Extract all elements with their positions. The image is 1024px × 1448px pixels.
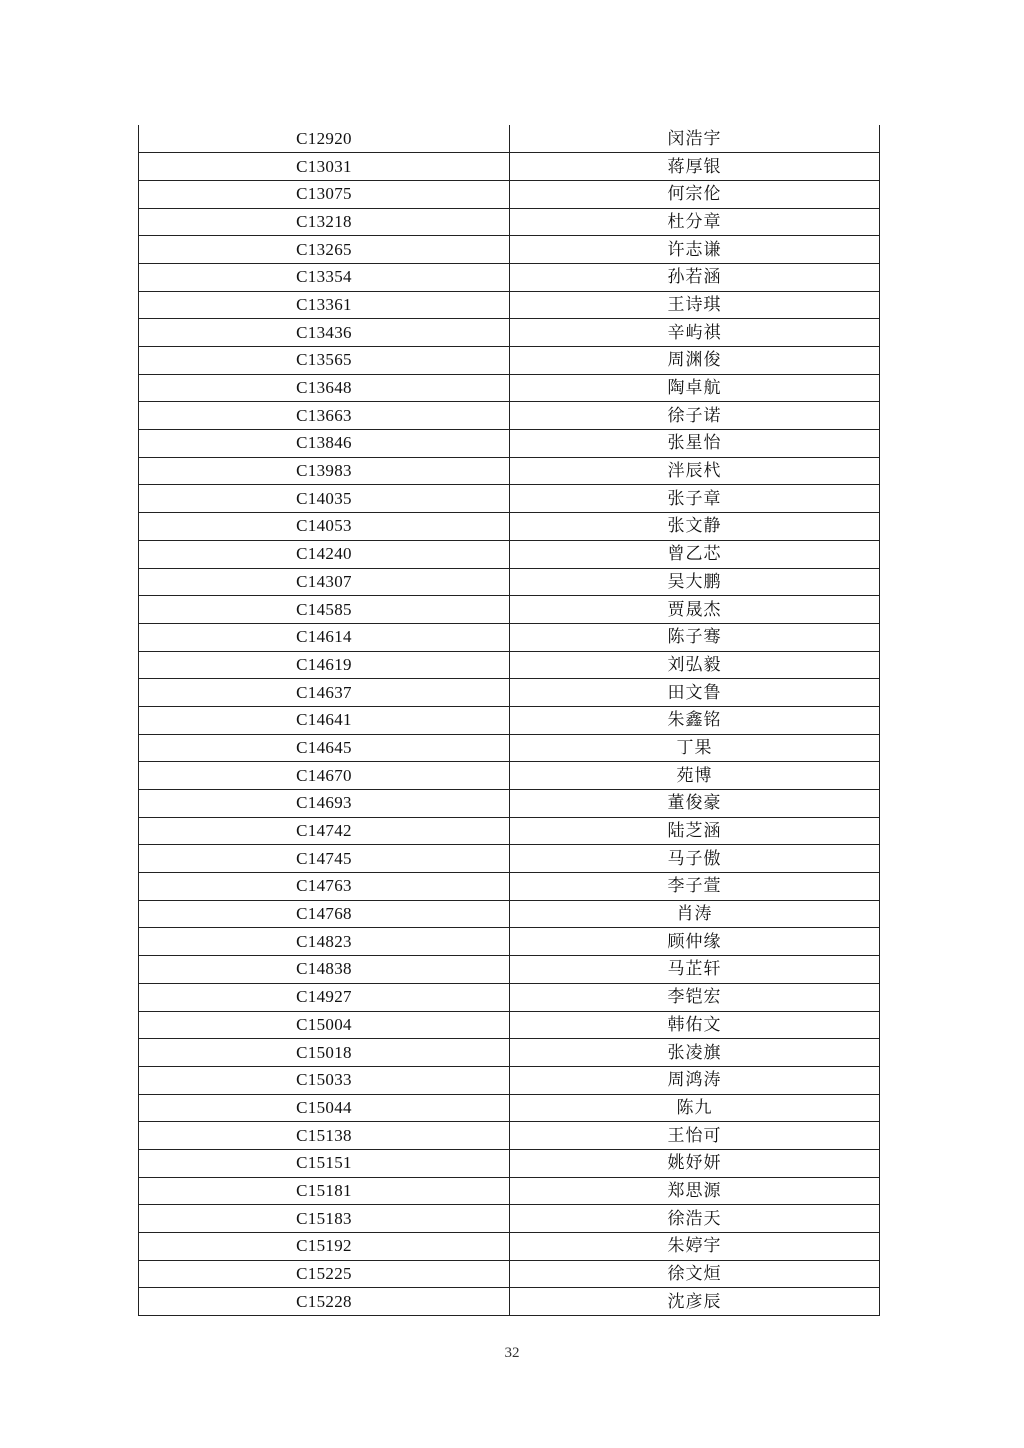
student-name-cell: 周鸿涛 (510, 1066, 880, 1094)
student-id-cell: C13361 (139, 291, 510, 319)
table-row (139, 983, 880, 1011)
student-name-cell: 贾晟杰 (510, 596, 880, 624)
table-row (139, 513, 880, 541)
table-row (139, 291, 880, 319)
student-id-cell: C15225 (139, 1260, 510, 1288)
table-row (139, 734, 880, 762)
table-row (139, 485, 880, 513)
student-id-cell: C14614 (139, 623, 510, 651)
table-row (139, 928, 880, 956)
student-id-cell: C14838 (139, 956, 510, 984)
student-id-cell: C12920 (139, 125, 510, 153)
table-row (139, 762, 880, 790)
student-id-cell: C13031 (139, 153, 510, 181)
student-id-cell: C15018 (139, 1039, 510, 1067)
table-row (139, 1205, 880, 1233)
table-row (139, 402, 880, 430)
student-name-cell: 陈九 (510, 1094, 880, 1122)
table-row (139, 347, 880, 375)
table-row (139, 1288, 880, 1316)
student-id-cell: C13265 (139, 236, 510, 264)
student-id-cell: C14053 (139, 513, 510, 541)
student-id-cell: C15151 (139, 1149, 510, 1177)
student-name-cell: 王怡可 (510, 1122, 880, 1150)
table-row (139, 1149, 880, 1177)
table-row (139, 900, 880, 928)
student-name-cell: 吴大鹏 (510, 568, 880, 596)
student-name-cell: 马子傲 (510, 845, 880, 873)
table-row (139, 1233, 880, 1261)
student-name-cell: 朱鑫铭 (510, 706, 880, 734)
student-id-cell: C15228 (139, 1288, 510, 1316)
table-row (139, 596, 880, 624)
student-name-cell: 苑博 (510, 762, 880, 790)
table-row (139, 153, 880, 181)
table-row (139, 374, 880, 402)
student-name-cell: 董俊豪 (510, 790, 880, 818)
student-id-cell: C13436 (139, 319, 510, 347)
student-id-cell: C14585 (139, 596, 510, 624)
student-name-cell: 马芷轩 (510, 956, 880, 984)
table-row (139, 1122, 880, 1150)
student-id-cell: C15033 (139, 1066, 510, 1094)
table-row (139, 236, 880, 264)
student-name-cell: 顾仲缘 (510, 928, 880, 956)
student-name-cell: 肖涛 (510, 900, 880, 928)
student-name-cell: 徐子诺 (510, 402, 880, 430)
roster-table (138, 125, 880, 1316)
student-id-cell: C14823 (139, 928, 510, 956)
student-name-cell: 张凌旗 (510, 1039, 880, 1067)
student-id-cell: C14240 (139, 540, 510, 568)
student-name-cell: 杜分章 (510, 208, 880, 236)
student-name-cell: 朱婷宇 (510, 1233, 880, 1261)
student-name-cell: 郑思源 (510, 1177, 880, 1205)
student-name-cell: 张子章 (510, 485, 880, 513)
student-id-cell: C14927 (139, 983, 510, 1011)
student-name-cell: 孙若涵 (510, 263, 880, 291)
student-id-cell: C14745 (139, 845, 510, 873)
student-id-cell: C14693 (139, 790, 510, 818)
student-id-cell: C13218 (139, 208, 510, 236)
student-name-cell: 韩佑文 (510, 1011, 880, 1039)
student-name-cell: 徐文烜 (510, 1260, 880, 1288)
student-name-cell: 泮辰杙 (510, 457, 880, 485)
student-id-cell: C15181 (139, 1177, 510, 1205)
student-name-cell: 周渊俊 (510, 347, 880, 375)
student-name-cell: 陈子骞 (510, 623, 880, 651)
page-number: 32 (504, 1345, 520, 1361)
table-row (139, 651, 880, 679)
table-row (139, 1094, 880, 1122)
student-id-cell: C13983 (139, 457, 510, 485)
table-row (139, 1011, 880, 1039)
student-id-cell: C14637 (139, 679, 510, 707)
student-name-cell: 李子萱 (510, 873, 880, 901)
table-row (139, 263, 880, 291)
table-row (139, 568, 880, 596)
table-row (139, 1177, 880, 1205)
student-id-cell: C14742 (139, 817, 510, 845)
student-name-cell: 何宗伦 (510, 180, 880, 208)
student-id-cell: C13846 (139, 430, 510, 458)
roster-table-container (138, 125, 879, 1316)
student-id-cell: C14768 (139, 900, 510, 928)
student-id-cell: C13648 (139, 374, 510, 402)
table-row (139, 125, 880, 153)
student-name-cell: 许志谦 (510, 236, 880, 264)
student-id-cell: C15192 (139, 1233, 510, 1261)
table-row (139, 956, 880, 984)
student-id-cell: C13075 (139, 180, 510, 208)
student-id-cell: C14670 (139, 762, 510, 790)
student-id-cell: C14619 (139, 651, 510, 679)
student-name-cell: 徐浩天 (510, 1205, 880, 1233)
student-name-cell: 陆芝涵 (510, 817, 880, 845)
table-row (139, 430, 880, 458)
student-id-cell: C13354 (139, 263, 510, 291)
table-row (139, 845, 880, 873)
table-row (139, 208, 880, 236)
student-id-cell: C14645 (139, 734, 510, 762)
student-name-cell: 李铠宏 (510, 983, 880, 1011)
student-name-cell: 姚妤妍 (510, 1149, 880, 1177)
student-name-cell: 蒋厚银 (510, 153, 880, 181)
student-id-cell: C14763 (139, 873, 510, 901)
table-row (139, 790, 880, 818)
student-name-cell: 丁果 (510, 734, 880, 762)
table-row (139, 1039, 880, 1067)
table-row (139, 623, 880, 651)
student-id-cell: C14641 (139, 706, 510, 734)
student-name-cell: 张星怡 (510, 430, 880, 458)
table-row (139, 1066, 880, 1094)
student-name-cell: 王诗琪 (510, 291, 880, 319)
student-id-cell: C15044 (139, 1094, 510, 1122)
table-row (139, 319, 880, 347)
student-id-cell: C14307 (139, 568, 510, 596)
student-id-cell: C13565 (139, 347, 510, 375)
table-row (139, 817, 880, 845)
table-row (139, 457, 880, 485)
student-id-cell: C15004 (139, 1011, 510, 1039)
roster-table-body (139, 125, 880, 1316)
student-name-cell: 田文鲁 (510, 679, 880, 707)
student-id-cell: C13663 (139, 402, 510, 430)
student-name-cell: 陶卓航 (510, 374, 880, 402)
student-name-cell: 辛屿祺 (510, 319, 880, 347)
table-row (139, 540, 880, 568)
table-row (139, 873, 880, 901)
table-row (139, 706, 880, 734)
student-name-cell: 张文静 (510, 513, 880, 541)
student-name-cell: 沈彦辰 (510, 1288, 880, 1316)
student-name-cell: 刘弘毅 (510, 651, 880, 679)
student-name-cell: 闵浩宇 (510, 125, 880, 153)
table-row (139, 180, 880, 208)
student-id-cell: C15183 (139, 1205, 510, 1233)
student-id-cell: C14035 (139, 485, 510, 513)
table-row (139, 1260, 880, 1288)
student-id-cell: C15138 (139, 1122, 510, 1150)
student-name-cell: 曾乙芯 (510, 540, 880, 568)
table-row (139, 679, 880, 707)
